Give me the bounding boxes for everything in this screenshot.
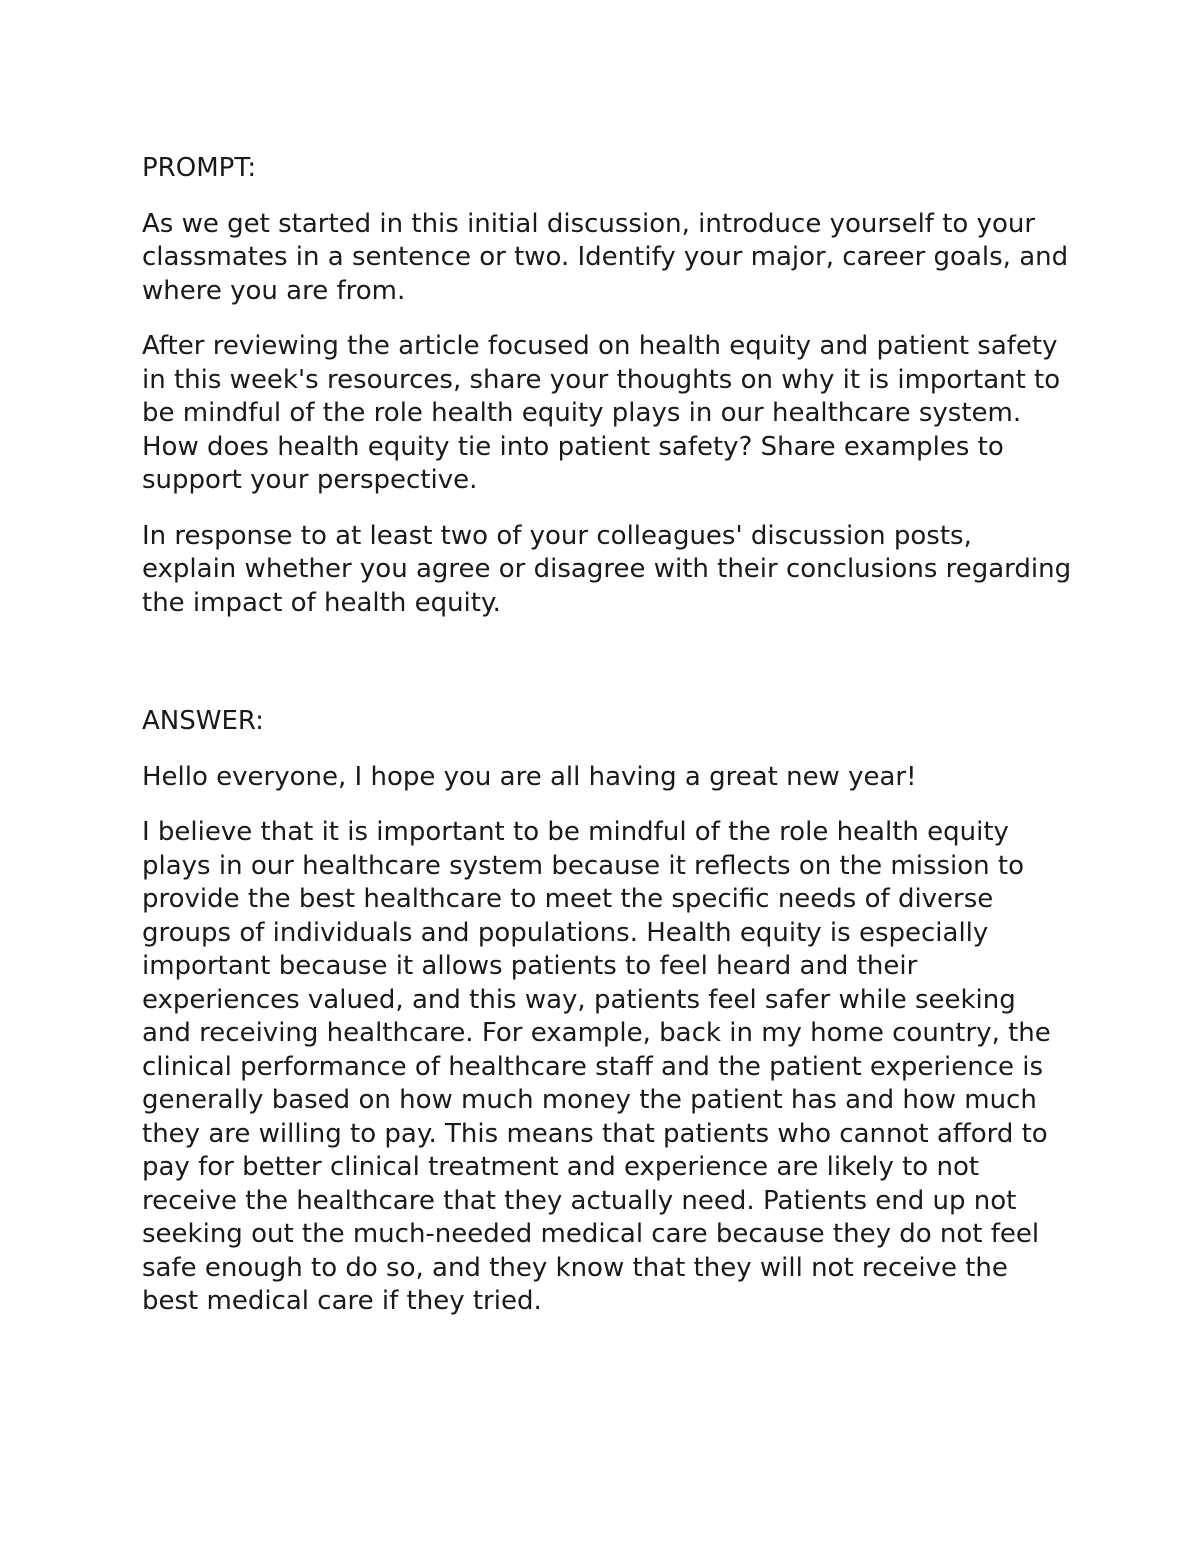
section-spacer	[142, 642, 1072, 705]
prompt-heading: PROMPT:	[142, 153, 257, 183]
prompt-paragraph-response: In response to at least two of your colleagues' discussion posts, explain whether you agree or disagree with their conclusions regarding the impact of health equity.	[142, 520, 1072, 618]
prompt-paragraph-intro: As we get started in this initial discussion, introduce yourself to your classmates in a sentence or two. Identify your major, career goals, and where you are from.	[142, 208, 1069, 306]
answer-paragraph-body: I believe that it is important to be mindful of the role health equity plays in our healthcare system because it reflects on the mission to provide the best healthcare to meet the specific needs of diverse groups of individuals and populations. Health equity is especially important because it allows patients to feel heard and their experiences valued, and this way, patients feel safer while seeking and receiving healthcare. For example, back in my home country, the clinical performance of healthcare staff and the patient experience is generally based on how much money the patient has and how much they are willing to pay. This means that patients who cannot afford to pay for better clinical treatment and experience are likely to not receive the healthcare that they actually need. Patients end up not seeking out the much-needed medical care because they do not feel safe enough to do so, and they know that they will not receive the best medical care if they tried.	[142, 817, 1051, 1316]
document-page	[142, 152, 1072, 1341]
answer-heading: ANSWER:	[142, 706, 264, 736]
prompt-paragraph-article: After reviewing the article focused on health equity and patient safety in this week's resources, share your thoughts on why it is important to be mindful of the role health equity plays in our healthcare system. How does health equity tie into patient safety? Share examples to support your perspective.	[142, 331, 1061, 495]
answer-paragraph-greeting: Hello everyone, I hope you are all having a great new year!	[142, 761, 917, 792]
